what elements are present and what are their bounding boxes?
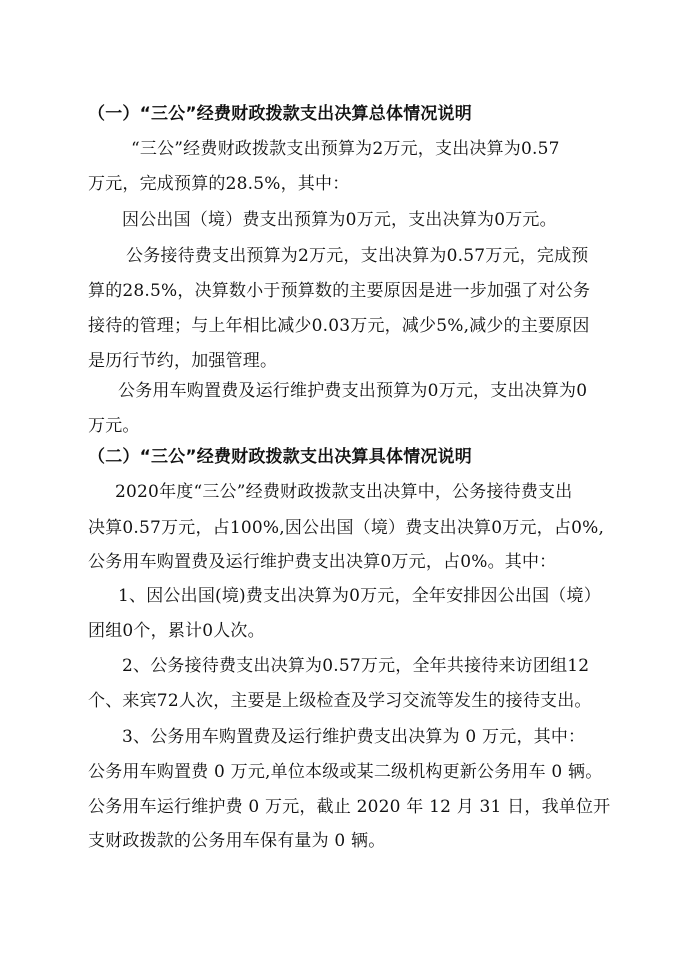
section1-para3-line4: 是历行节约，加强管理。 (88, 351, 278, 371)
section2-para2-line2: 团组0个，累计0人次。 (88, 621, 265, 641)
section1-para3-line2: 算的28.5%，决算数小于预算数的主要原因是进一步加强了对公务 (88, 281, 591, 301)
section1-para4-line2: 万元。 (88, 416, 140, 436)
section2-para1-line1: 2020年度“三公”经费财政拨款支出决算中，公务接待费支出 (115, 482, 573, 502)
section1-para1-line2: 万元，完成预算的28.5%，其中： (88, 174, 350, 194)
section2-para1-line2: 决算0.57万元，占100%,因公出国（境）费支出决算0万元，占0%, (88, 518, 605, 538)
section1-heading: （一）“三公”经费财政拨款支出决算总体情况说明 (88, 104, 472, 124)
section1-para3-line1: 公务接待费支出预算为2万元，支出决算为0.57万元，完成预 (126, 246, 589, 266)
section2-para3-line2: 个、来宾72人次，主要是上级检查及学习交流等发生的接待支出。 (88, 691, 592, 711)
section2-para4-line1: 3、公务用车购置费及运行维护费支出决算为 0 万元，其中： (122, 727, 586, 747)
section2-para4-line2: 公务用车购置费 0 万元,单位本级或某二级机构更新公务用车 0 辆。 (88, 762, 603, 782)
section1-para3-line3: 接待的管理；与上年相比减少0.03万元，减少5%,减少的主要原因 (88, 316, 590, 336)
section2-para1-line3: 公务用车购置费及运行维护费支出决算0万元，占0%。其中： (88, 552, 557, 572)
section2-para2-line1: 1、因公出国(境)费支出决算为0万元，全年安排因公出国（境） (118, 586, 601, 606)
section1-para2-line1: 因公出国（境）费支出预算为0万元，支出决算为0万元。 (122, 210, 557, 230)
section2-heading: （二）“三公”经费财政拨款支出决算具体情况说明 (88, 447, 472, 467)
section2-para4-line3: 公务用车运行维护费 0 万元，截止 2020 年 12 月 31 日，我单位开 (88, 797, 611, 817)
section1-para1-line1: “三公”经费财政拨款支出预算为2万元，支出决算为0.57 (131, 139, 560, 159)
section2-para4-line4: 支财政拨款的公务用车保有量为 0 辆。 (88, 831, 386, 851)
section2-para3-line1: 2、公务接待费支出决算为0.57万元，全年共接待来访团组12 (122, 656, 590, 676)
section1-para4-line1: 公务用车购置费及运行维护费支出预算为0万元，支出决算为0 (118, 381, 588, 401)
